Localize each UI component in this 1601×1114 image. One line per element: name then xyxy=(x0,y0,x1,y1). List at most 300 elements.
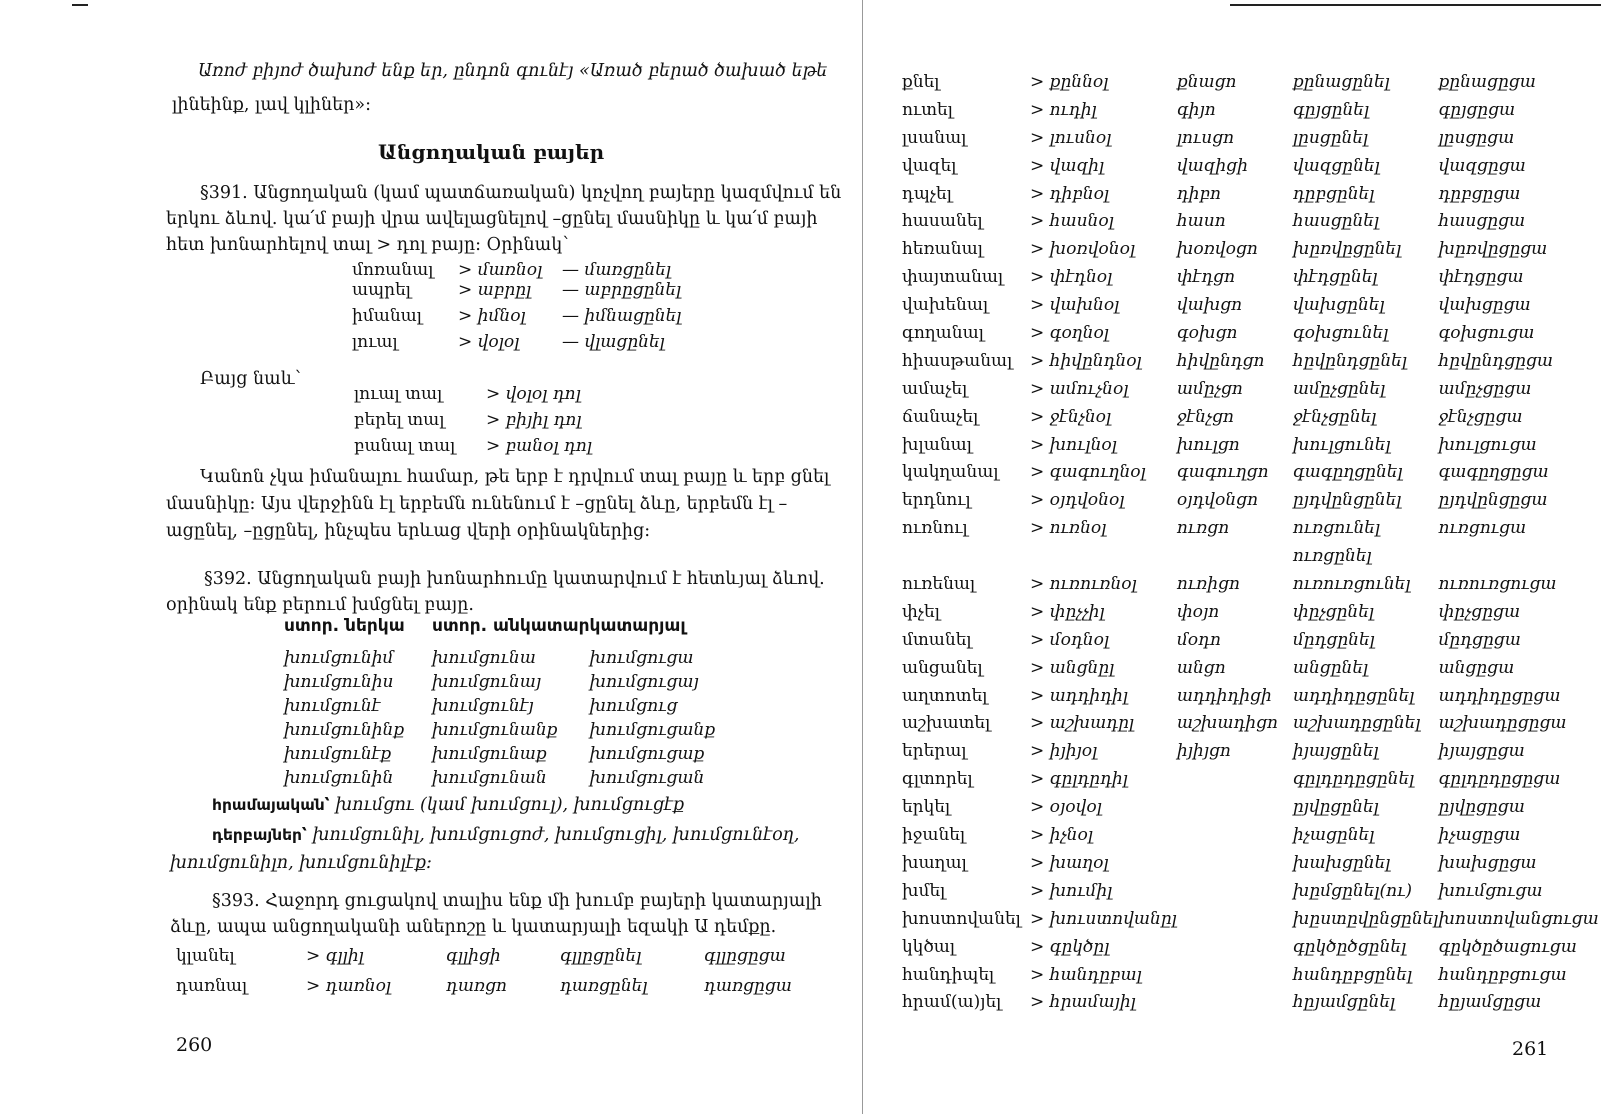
verb-aorist: հասո xyxy=(1176,211,1226,232)
verb-causative-aorist: գօխցուցա xyxy=(1438,323,1535,344)
verb-causative-aorist: գլլըցըցա xyxy=(704,946,786,966)
table-row xyxy=(902,741,1599,769)
rule-line-2: մասնիկը: Այս վերջինն էլ երբեմն ունենում է –ցընել ձևը, երբեմն էլ – xyxy=(166,494,788,514)
verb-aorist: ուռցո xyxy=(1176,518,1230,539)
verb-causative: ըյվըցընել xyxy=(1292,797,1379,818)
verb-causative-aorist: լըսցըցա xyxy=(1438,127,1515,148)
verb-literary: ուռենալ xyxy=(902,574,976,595)
verb-causative: ուռցունել xyxy=(1292,518,1381,539)
table-row xyxy=(284,696,715,720)
example-dialect: > աբրըլ xyxy=(458,280,532,300)
verb-causative: գագըղցընել xyxy=(1292,462,1403,483)
table-row xyxy=(902,490,1599,518)
verb-literary: երերալ xyxy=(902,741,967,762)
verb-dialect: > ադդիդիլ xyxy=(1030,685,1128,706)
verb-list-left xyxy=(176,946,792,1006)
table-row xyxy=(284,648,715,672)
verb-causative: ուռուռցունել xyxy=(1292,574,1411,595)
verb-dialect: > լուսնօլ xyxy=(1030,127,1112,148)
example-word: ապրել xyxy=(352,280,411,300)
verb-causative: գօխցունել xyxy=(1292,323,1389,344)
conj-cell: խումցունայ xyxy=(432,672,542,692)
conj-cell: խումցունաք xyxy=(432,744,547,764)
verb-aorist: խուլցո xyxy=(1176,434,1240,455)
verb-literary: ամաչել xyxy=(902,378,968,399)
verb-dialect: > քըննօլ xyxy=(1030,72,1109,92)
table-row xyxy=(902,379,1599,407)
verb-causative: ադդիդըցընել xyxy=(1292,685,1415,706)
verb-literary: կակղանալ xyxy=(902,462,999,483)
verb-literary: հասանել xyxy=(902,211,983,232)
conj-cell: խումցուցաք xyxy=(589,744,705,764)
table-row xyxy=(902,909,1599,937)
section-heading: Անցողական բայեր xyxy=(378,140,605,164)
verb-literary: կկծալ xyxy=(902,936,956,957)
verb-causative-aorist: գըկծըծացուցա xyxy=(1438,936,1577,957)
table-row xyxy=(354,384,592,410)
verb-aorist: իյիյցո xyxy=(1176,741,1231,762)
table-row xyxy=(902,351,1599,379)
conj-cell: խումցունինք xyxy=(284,720,405,740)
verb-causative: հանդըբցընել xyxy=(1292,964,1413,985)
verb-causative: գըլդըդըցընել xyxy=(1292,769,1415,790)
verb-causative-aorist: ադդիդըցըցա xyxy=(1438,685,1561,706)
verb-literary: վազել xyxy=(902,155,957,176)
rule-line-1: Կանոն չկա իմանալու համար, թե երբ է դրվում տալ բայը և երբ ցնել xyxy=(200,467,830,487)
table-row xyxy=(284,672,715,696)
verb-literary: երդնուլ xyxy=(902,490,971,511)
verb-aorist xyxy=(1177,797,1293,825)
p392-line-1: §392. Անցողական բայի խոնարհումը կատարվում է հետևյալ ձևով. xyxy=(204,569,825,589)
verb-aorist: օյդվօնցո xyxy=(1176,490,1259,511)
imperative-label: հրամայական՝ xyxy=(212,796,330,814)
verb-causative-aorist: վազցըցա xyxy=(1438,155,1526,176)
verb-causative: ուռցընել xyxy=(1292,546,1372,567)
verb-causative-aorist: ըյդվընցըցա xyxy=(1438,490,1548,511)
verb-causative-aorist: փըչցըցա xyxy=(1438,601,1521,622)
verb-causative-aorist: ուռցուցա xyxy=(1438,518,1527,539)
verb-causative: ամըչցընել xyxy=(1292,378,1386,399)
verb-list-right xyxy=(902,72,1599,1020)
example-dialect-phrase: > բանօլ դոլ xyxy=(486,436,593,456)
verb-literary: խաղալ xyxy=(902,852,967,873)
table-row xyxy=(902,602,1599,630)
example-table-2 xyxy=(354,384,592,462)
verb-aorist: գագուղցո xyxy=(1176,462,1269,483)
page-edge-mark xyxy=(1230,4,1601,6)
table-row xyxy=(902,72,1599,100)
verb-literary: հիասթանալ xyxy=(902,350,1013,371)
verb-causative-aorist: դառցըցա xyxy=(704,976,792,996)
but-label: Բայց նաև՝ xyxy=(200,369,301,389)
verb-causative: խըռվըցընել xyxy=(1292,239,1402,260)
table-row xyxy=(902,797,1599,825)
table-row xyxy=(902,295,1599,323)
example-word: իմանալ xyxy=(352,306,422,326)
verb-causative: աշխադըցընել xyxy=(1292,713,1421,734)
example-dialect-phrase: > վօլօլ դոլ xyxy=(486,384,581,404)
verb-causative-aorist: ուռուռցուցա xyxy=(1438,574,1557,595)
table-row xyxy=(902,211,1599,239)
example-dialect: > վօլօլ xyxy=(458,332,520,352)
verb-literary: ուտել xyxy=(902,99,953,120)
example-causative: — իմնացընել xyxy=(562,306,682,326)
verb-dialect: > իչնօլ xyxy=(1030,825,1093,846)
table-row xyxy=(902,965,1599,993)
verb-literary: հրամ(ա)յել xyxy=(902,992,1002,1013)
verb-aorist xyxy=(1177,825,1293,853)
verb-causative: վազցընել xyxy=(1292,155,1380,176)
verb-causative-aorist: հըվընդցըցա xyxy=(1438,350,1554,371)
example-table-1 xyxy=(352,260,681,358)
verb-dialect: > անցնըլ xyxy=(1030,657,1115,678)
table-row xyxy=(352,280,681,306)
verb-aorist xyxy=(1177,937,1293,965)
verb-causative: վախցընել xyxy=(1292,295,1385,316)
conj-cell: խումցունա xyxy=(432,648,536,668)
verb-literary: փայտանալ xyxy=(902,267,1004,288)
verb-aorist: աշխադիցո xyxy=(1176,713,1279,734)
imperative-forms: խումցու (կամ խումցուլ), խումցուցէք xyxy=(335,795,685,815)
verb-causative: մըդցընել xyxy=(1292,629,1375,650)
verb-causative-aorist: իչացըցա xyxy=(1438,825,1521,846)
verb-causative-aorist: խըռվըցըցա xyxy=(1438,239,1548,260)
verb-aorist xyxy=(1177,992,1293,1020)
page-edge-mark xyxy=(72,4,88,6)
verb-causative-aorist: խուլցուցա xyxy=(1438,434,1537,455)
table-row xyxy=(902,323,1599,351)
verb-dialect: > խուլնօլ xyxy=(1030,434,1117,455)
verb-literary: իջանել xyxy=(902,825,966,846)
verb-literary: անցանել xyxy=(902,657,983,678)
verb-aorist xyxy=(1177,546,1293,574)
verb-causative-aorist: խոստովանցուցա xyxy=(1438,908,1599,929)
verb-literary xyxy=(902,546,1030,574)
example-word: լուալ xyxy=(352,332,398,352)
verb-dialect: > խումիլ xyxy=(1030,880,1113,901)
participles-line-2: խումցունիլո, խումցունիլէք: xyxy=(170,853,432,873)
verb-causative: իչացընել xyxy=(1292,825,1375,846)
example-phrase: բանալ տալ xyxy=(354,436,456,456)
verb-causative: անցընել xyxy=(1292,657,1369,678)
verb-literary: երկել xyxy=(902,797,951,818)
example-causative: — վլացընել xyxy=(562,332,665,352)
table-row xyxy=(352,260,681,280)
verb-causative-aorist: գագըղցըցա xyxy=(1438,462,1549,483)
verb-causative: իյայցընել xyxy=(1292,741,1379,762)
verb-causative: խախցընել xyxy=(1292,852,1391,873)
table-row xyxy=(354,436,592,462)
table-row xyxy=(902,267,1599,295)
verb-causative: դըբցընել xyxy=(1292,183,1375,204)
verb-dialect: > ուռնօլ xyxy=(1030,518,1107,539)
verb-aorist: դառցո xyxy=(446,976,508,996)
table-row xyxy=(902,462,1599,490)
verb-dialect: > գագուղնօլ xyxy=(1030,462,1146,483)
verb-dialect: > հասնօլ xyxy=(1030,211,1114,232)
verb-causative-aorist: ըյվըցըցա xyxy=(1438,797,1525,818)
table-row xyxy=(284,768,715,792)
verb-literary: գլտորել xyxy=(902,769,973,790)
verb-causative: փէդցընել xyxy=(1292,267,1378,288)
verb-dialect: > խաղօլ xyxy=(1030,852,1109,873)
verb-dialect: > փըչչիլ xyxy=(1030,601,1105,622)
table-row xyxy=(902,546,1599,574)
table-row xyxy=(902,184,1599,212)
verb-literary: լսանալ xyxy=(902,127,967,148)
verb-dialect: > գըլդըդիլ xyxy=(1030,769,1128,790)
verb-dialect: > հանդըբալ xyxy=(1030,964,1142,985)
verb-aorist xyxy=(1177,853,1293,881)
table-row xyxy=(284,744,715,768)
verb-aorist: ուռիցո xyxy=(1176,574,1241,595)
table-row xyxy=(902,937,1599,965)
verb-causative-aorist: խումցուցա xyxy=(1438,880,1543,901)
verb-causative: դառցընել xyxy=(560,976,648,996)
table-row xyxy=(902,686,1599,714)
p393-line-1: §393. Հաջորդ ցուցակով տալիս ենք մի խումբ բայերի կատարյալի xyxy=(212,891,822,911)
table-row xyxy=(176,976,792,1006)
verb-dialect: > ջէնչնօլ xyxy=(1030,406,1112,427)
column-header: ստոր. անկատար xyxy=(432,616,590,636)
verb-dialect: > փէդնօլ xyxy=(1030,267,1113,288)
intro-line-2: լինեինք, լավ կլիներ»: xyxy=(172,95,371,115)
verb-dialect xyxy=(1030,546,1177,574)
verb-dialect: > գըկծըլ xyxy=(1030,936,1110,957)
verb-dialect: > հիվընդնօլ xyxy=(1030,350,1142,371)
verb-literary: աղտոտել xyxy=(902,685,988,706)
verb-dialect: > աշխադըլ xyxy=(1030,713,1135,734)
example-causative: — մառցընել xyxy=(562,260,672,280)
verb-causative: ըյդվընցընել xyxy=(1292,490,1402,511)
p391-line-3: հետ խոնարհելով տալ > դոլ բայը: Օրինակ՝ xyxy=(166,235,569,255)
table-row xyxy=(902,853,1599,881)
table-row xyxy=(902,881,1599,909)
example-phrase: լուալ տալ xyxy=(354,384,443,404)
conj-cell: խումցուցա xyxy=(589,648,694,668)
verb-causative: խըմցընել(ու) xyxy=(1292,880,1413,901)
table-row xyxy=(902,992,1599,1020)
verb-causative: քընացընել xyxy=(1292,72,1390,92)
verb-aorist: հիվընդցո xyxy=(1176,350,1265,371)
verb-causative: գըյցընել xyxy=(1292,99,1370,120)
verb-causative-aorist: անցըցա xyxy=(1438,657,1515,678)
verb-dialect: > օյդվօնօլ xyxy=(1030,490,1125,511)
table-row xyxy=(902,156,1599,184)
verb-literary: հանդիպել xyxy=(902,964,995,985)
verb-literary: քնել xyxy=(902,72,940,92)
participles-line xyxy=(212,822,800,848)
conj-cell: խումցունէյ xyxy=(432,696,534,716)
page-gutter xyxy=(862,0,863,1114)
imperative-line xyxy=(212,792,684,818)
p393-line-2: ձևը, ապա անցողականի աներոշը և կատարյալի եզակի Ա դեմքը. xyxy=(170,917,777,937)
verb-aorist: գիյո xyxy=(1176,99,1216,120)
example-dialect-phrase: > բիյիլ դոլ xyxy=(486,410,582,430)
verb-causative-aorist: խախցըցա xyxy=(1438,852,1537,873)
verb-aorist xyxy=(1177,965,1293,993)
conj-cell: խումցունէք xyxy=(284,744,392,764)
verb-aorist: գօխցո xyxy=(1176,323,1238,344)
verb-causative-aorist: աշխադըցըցա xyxy=(1438,713,1567,734)
verb-causative-aorist: փէդցըցա xyxy=(1438,267,1524,288)
right-page xyxy=(872,0,1601,1114)
verb-aorist xyxy=(1177,769,1293,797)
verb-dialect: > խօռվօնօլ xyxy=(1030,239,1136,260)
table-row xyxy=(902,713,1599,741)
verb-aorist: ադդիդիցի xyxy=(1176,685,1272,706)
verb-causative-aorist: գըլդըդըցըցա xyxy=(1438,769,1561,790)
verb-literary: դառնալ xyxy=(176,976,248,996)
verb-aorist: գլլիցի xyxy=(446,946,501,966)
example-dialect: > մառնօլ xyxy=(458,260,543,280)
table-row xyxy=(902,769,1599,797)
verb-dialect: > վախնօլ xyxy=(1030,295,1120,316)
verb-dialect: > խուստովանըլ xyxy=(1030,908,1177,929)
verb-aorist xyxy=(1177,909,1293,937)
verb-literary: խոստովանել xyxy=(902,908,1021,929)
table-row xyxy=(902,658,1599,686)
verb-dialect: > դիբնօլ xyxy=(1030,183,1110,204)
verb-causative: լըսցընել xyxy=(1292,127,1369,148)
verb-literary: դպչել xyxy=(902,183,952,204)
verb-literary: կլանել xyxy=(176,946,235,966)
verb-aorist: վախցո xyxy=(1176,295,1243,316)
verb-aorist: փէդցո xyxy=(1176,267,1236,288)
verb-dialect: > գօղնօլ xyxy=(1030,323,1109,344)
table-row xyxy=(902,630,1599,658)
verb-literary: խլանալ xyxy=(902,434,972,455)
verb-causative: փըչցընել xyxy=(1292,601,1375,622)
table-row xyxy=(902,407,1599,435)
verb-causative-aorist: հասցըցա xyxy=(1438,211,1526,232)
verb-causative: հասցընել xyxy=(1292,211,1380,232)
verb-aorist: դիբո xyxy=(1176,183,1222,204)
verb-causative: հըվընդցընել xyxy=(1292,350,1408,371)
conj-cell: խումցուցանք xyxy=(589,720,716,740)
verb-literary: մտանել xyxy=(902,629,972,650)
verb-causative: խըստըվընցընել xyxy=(1292,908,1439,929)
table-row xyxy=(902,128,1599,156)
verb-dialect: > ամուչնօլ xyxy=(1030,378,1129,399)
verb-literary: խմել xyxy=(902,880,946,901)
participles-forms: խումցունիլ, խումցուցոժ, խումցուցիլ, խումցունէօղ, xyxy=(312,825,800,845)
participles-label: դերբայներ՝ xyxy=(212,826,307,844)
table-row xyxy=(902,239,1599,267)
rule-line-3: ացընել, –ըցընել, ինչպես երևաց վերի օրինակներից: xyxy=(166,521,651,541)
verb-causative-aorist: վախցըցա xyxy=(1438,295,1531,316)
verb-aorist: լուսցո xyxy=(1176,127,1235,148)
verb-dialect: > գլլիլ xyxy=(306,946,364,966)
p391-line-2: երկու ձևով. կա՛մ բայի վրա ավելացնելով –ցընել մասնիկը և կա՛մ բայի xyxy=(166,209,818,229)
column-header: կատարյալ xyxy=(589,616,686,636)
verb-dialect: > իյիյօլ xyxy=(1030,741,1098,762)
example-phrase: բերել տալ xyxy=(354,410,445,430)
table-row xyxy=(352,306,681,332)
table-row xyxy=(902,574,1599,602)
conj-cell: խումցունին xyxy=(284,768,394,788)
table-row xyxy=(902,435,1599,463)
verb-causative-aorist: քընացըցա xyxy=(1438,72,1536,92)
table-row xyxy=(354,410,592,436)
p391-line-1: §391. Անցողական (կամ պատճառական) կոչվող բայերը կազմվում են xyxy=(200,183,842,203)
verb-dialect: > ուռուռնօլ xyxy=(1030,574,1137,595)
verb-dialect: > օյօվօլ xyxy=(1030,797,1102,818)
example-dialect: > իմնօլ xyxy=(458,306,526,326)
conj-cell: խումցունանք xyxy=(432,720,558,740)
verb-causative-aorist: դըբցըցա xyxy=(1438,183,1521,204)
example-word: մոռանալ xyxy=(352,260,434,280)
conj-cell: խումցունան xyxy=(432,768,547,788)
verb-dialect: > մօդնօլ xyxy=(1030,629,1110,650)
verb-literary: ուռնուլ xyxy=(902,518,968,539)
verb-causative-aorist: մըդցըցա xyxy=(1438,629,1521,650)
verb-aorist: քնացո xyxy=(1176,72,1237,92)
verb-aorist: վազիցի xyxy=(1176,155,1248,176)
verb-causative: խուլցունել xyxy=(1292,434,1391,455)
p392-line-2: օրինակ ենք բերում խմցնել բայը. xyxy=(166,595,474,615)
verb-dialect: > դառնօլ xyxy=(306,976,392,996)
conj-cell: խումցունիմ xyxy=(284,648,394,668)
verb-dialect: > հրամայիլ xyxy=(1030,992,1136,1013)
verb-causative-aorist: ջէնչցըցա xyxy=(1438,406,1523,427)
table-row xyxy=(902,518,1599,546)
verb-literary: գողանալ xyxy=(902,323,984,344)
table-row xyxy=(902,100,1599,128)
page-number: 261 xyxy=(1512,1038,1549,1060)
example-causative: — աբրըցընել xyxy=(562,280,682,300)
verb-aorist: փօյո xyxy=(1176,601,1220,622)
column-header: ստոր. ներկա xyxy=(284,616,405,636)
verb-aorist: ամըչցո xyxy=(1176,378,1243,399)
verb-literary: հեռանալ xyxy=(902,239,983,260)
verb-aorist: մօդո xyxy=(1176,629,1222,650)
verb-causative-aorist: հըյամցըցա xyxy=(1438,992,1542,1013)
verb-causative-aorist: գըյցըցա xyxy=(1438,99,1516,120)
verb-causative: գլլըցընել xyxy=(560,946,642,966)
table-row xyxy=(352,332,681,358)
verb-literary: ճանաչել xyxy=(902,406,979,427)
verb-causative: ջէնչցընել xyxy=(1292,406,1377,427)
conj-cell: խումցունէ xyxy=(284,696,381,716)
verb-causative-aorist: ամըչցըցա xyxy=(1438,378,1532,399)
table-header-row xyxy=(284,616,715,648)
conj-cell: խումցունիս xyxy=(284,672,394,692)
verb-literary: վախենալ xyxy=(902,295,989,316)
table-row xyxy=(176,946,792,976)
verb-literary: աշխատել xyxy=(902,713,991,734)
verb-aorist: ջէնչցո xyxy=(1176,406,1235,427)
verb-dialect: > ուդիլ xyxy=(1030,99,1097,120)
verb-aorist: խօռվօցո xyxy=(1176,239,1258,260)
table-row xyxy=(902,825,1599,853)
verb-causative-aorist xyxy=(1438,546,1598,574)
verb-causative: գըկծըծցընել xyxy=(1292,936,1407,957)
verb-dialect: > վազիլ xyxy=(1030,155,1105,176)
conjugation-table xyxy=(284,616,715,792)
verb-aorist xyxy=(1177,881,1293,909)
conj-cell: խումցուցայ xyxy=(589,672,699,692)
verb-literary: փչել xyxy=(902,601,940,622)
verb-aorist: անցո xyxy=(1176,657,1226,678)
table-row xyxy=(284,720,715,744)
verb-causative: հըյամցընել xyxy=(1292,992,1396,1013)
intro-line-1: Առոժ բիյոժ ծախոժ ենք եր, ընդոն գունէյ «Առած բերած ծախած եթե xyxy=(198,61,828,81)
page-number: 260 xyxy=(176,1034,213,1056)
verb-causative-aorist: հանդըբցուցա xyxy=(1438,964,1567,985)
verb-causative-aorist: իյայցըցա xyxy=(1438,741,1525,762)
conj-cell: խումցուց xyxy=(589,696,678,716)
